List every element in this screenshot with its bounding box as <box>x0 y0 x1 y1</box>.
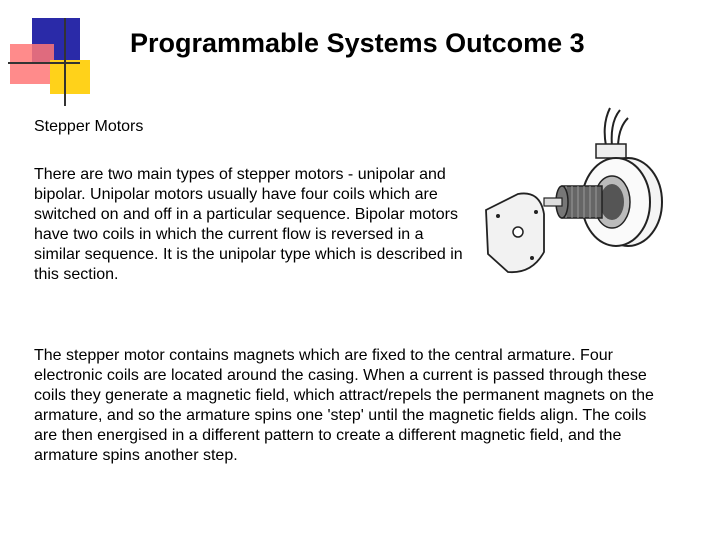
yellow-square <box>50 60 90 94</box>
slide-title: Programmable Systems Outcome 3 <box>130 28 585 58</box>
section-heading: Stepper Motors <box>34 118 144 135</box>
description-paragraph: The stepper motor contains magnets which are fixed to the central armature. Four electronic coils are located around the casing. When a current is passed through these coils they generate a magnetic field, which attract/repels the permanent magnets on the armature, and so the armature spins one 'step' until the magnetic fields align. The coils are then energised in a different pattern to create a different magnetic field, and the armature spins another step. <box>34 347 654 464</box>
stepper-motor-illustration <box>478 104 700 280</box>
intro-paragraph: There are two main types of stepper motors - unipolar and bipolar. Unipolar motors usually have four coils which are switched on and off in a particular sequence. Bipolar motors have two coils in which the current flow is reversed in a similar sequence. It is the unipolar type which is described in this section. <box>34 166 463 283</box>
horizontal-line <box>8 62 80 64</box>
red-square <box>10 44 54 84</box>
